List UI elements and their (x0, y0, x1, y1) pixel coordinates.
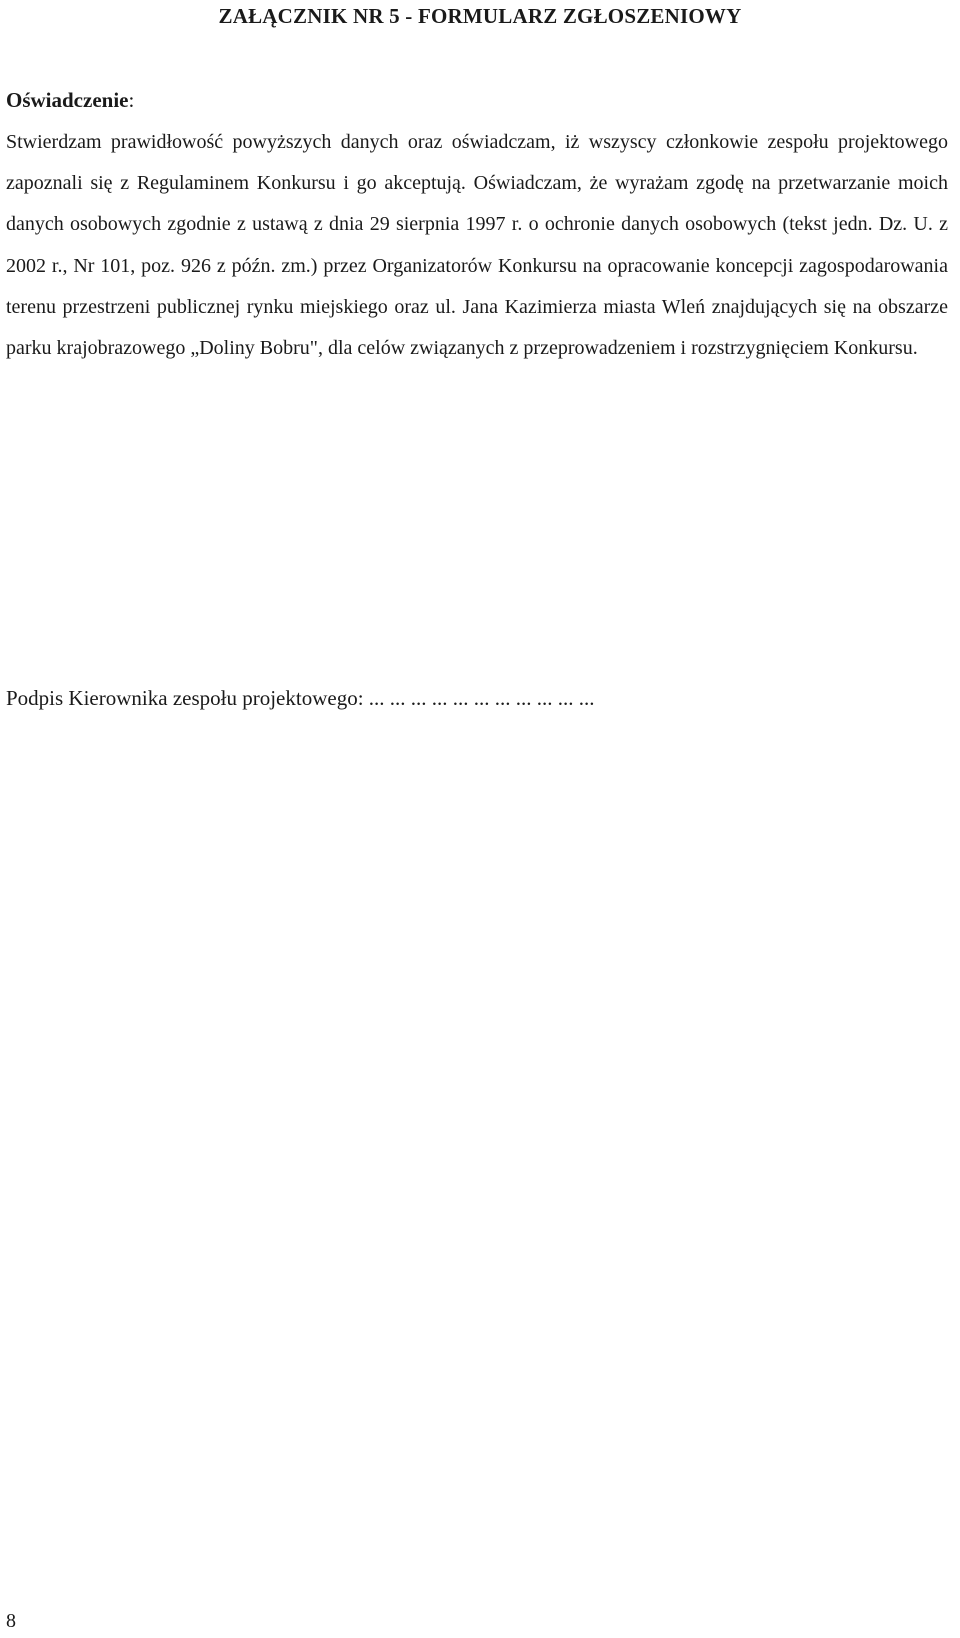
section-heading-text: Oświadczenie (6, 88, 129, 112)
page-number: 8 (6, 1610, 16, 1632)
declaration-paragraph: Stwierdzam prawidłowość powyższych danych oraz oświadczam, iż wszyscy członkowie zespołu projektowego zapoznali się z Regulaminem Konkursu i go akceptują. Oświadczam, że wyrażam zgodę na przetwarzanie moich danych osobowych zgodnie z ustawą z dnia 29 sierpnia 1997 r. o ochronie danych osobowych (tekst jedn. Dz. U. z 2002 r., Nr 101, poz. 926 z późn. zm.) przez Organizatorów Konkursu na opracowanie koncepcji zagospodarowania terenu przestrzeni publicznej rynku miejskiego oraz ul. Jana Kazimierza miasta Wleń znajdujących się na obszarze parku krajobrazowego „Doliny Bobru", dla celów związanych z przeprowadzeniem i rozstrzygnięciem Konkursu. (6, 131, 948, 360)
signature-label: Podpis Kierownika zespołu projektowego: (6, 686, 364, 710)
section-heading-colon: : (128, 88, 135, 112)
signature-line (6, 686, 595, 711)
section-heading (6, 88, 134, 113)
document-title: ZAŁĄCZNIK NR 5 - FORMULARZ ZGŁOSZENIOWY (218, 4, 742, 28)
signature-dots: ... ... ... ... ... ... ... ... ... ... ... (363, 686, 595, 710)
